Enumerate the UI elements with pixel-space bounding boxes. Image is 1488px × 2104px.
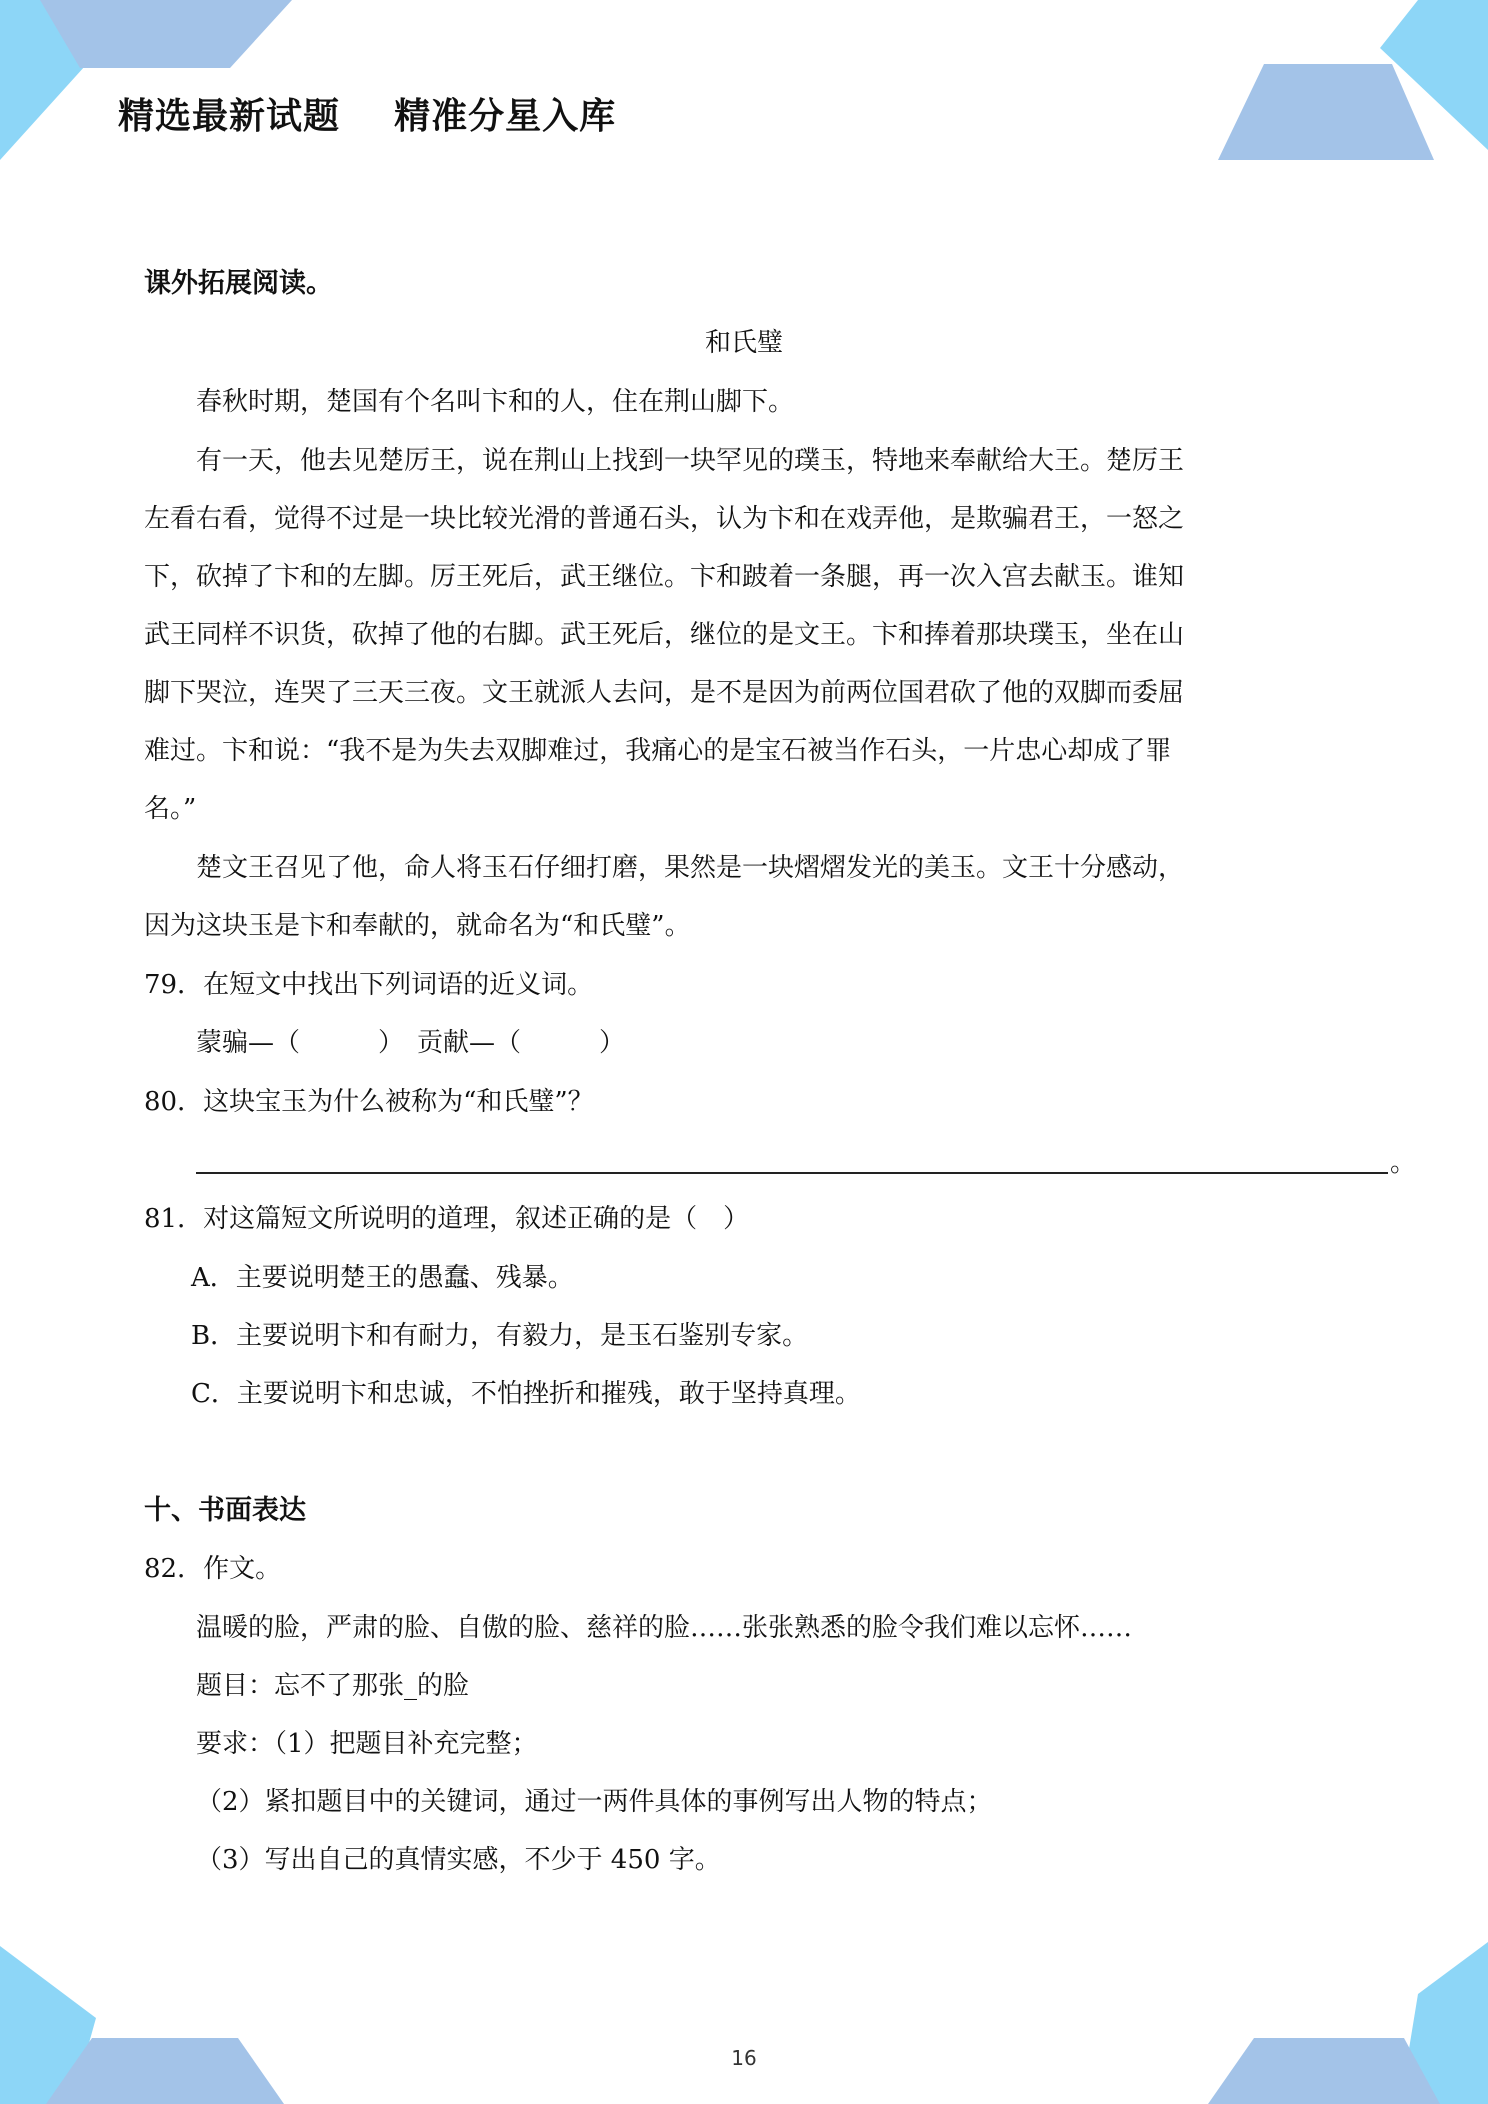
question-79-blanks: 蒙骗—（ ） 贡献—（ ）	[196, 1028, 626, 1058]
passage-line: 武王同样不识货，砍掉了他的右脚。武王死后，继位的是文王。卞和捧着那块璞玉，坐在山	[144, 620, 1185, 650]
top-left-decoration	[0, 0, 300, 170]
option-b: B．主要说明卞和有耐力，有毅力，是玉石鉴别专家。	[191, 1321, 809, 1351]
passage-line: 楚文王召见了他，命人将玉石仔细打磨，果然是一块熠熠发光的美玉。文王十分感动，	[196, 853, 1185, 883]
writing-requirement: 要求：（1）把题目补充完整；	[196, 1729, 538, 1759]
passage-line: 有一天，他去见楚厉王，说在荆山上找到一块罕见的璞玉，特地来奉献给大王。楚厉王	[196, 446, 1185, 476]
answer-line-end: 。	[1390, 1148, 1417, 1178]
passage-line: 下，砍掉了卞和的左脚。厉王死后，武王继位。卞和跛着一条腿，再一次入宫去献玉。谁知	[144, 562, 1185, 592]
writing-section-title: 十、书面表达	[144, 1495, 306, 1526]
question-80: 80．这块宝玉为什么被称为“和氏璧”？	[144, 1087, 594, 1117]
question-82: 82．作文。	[144, 1554, 282, 1584]
bottom-right-decoration	[1168, 1934, 1488, 2104]
top-right-decoration	[1168, 0, 1488, 170]
page-number: 16	[731, 2046, 757, 2070]
writing-topic: 题目：忘不了那张_的脸	[196, 1671, 470, 1701]
bottom-left-decoration	[0, 1934, 320, 2104]
passage-line: 因为这块玉是卞和奉献的，就命名为“和氏璧”。	[144, 911, 691, 941]
passage-line: 左看右看，觉得不过是一块比较光滑的普通石头，认为卞和在戏弄他，是欺骗君王，一怒之	[144, 504, 1185, 534]
question-79: 79．在短文中找出下列词语的近义词。	[144, 970, 594, 1000]
passage-title: 和氏璧	[704, 328, 783, 358]
option-a: A．主要说明楚王的愚蠢、残暴。	[191, 1263, 574, 1293]
header-title: 精选最新试题 精准分星入库	[118, 96, 617, 137]
writing-requirement: （3）写出自己的真情实感，不少于 450 字。	[196, 1845, 721, 1875]
answer-blank-line	[196, 1172, 1388, 1174]
option-c: C．主要说明卞和忠诚，不怕挫折和摧残，敢于坚持真理。	[191, 1379, 861, 1409]
passage-line: 春秋时期，楚国有个名叫卞和的人，住在荆山脚下。	[196, 387, 795, 417]
writing-requirement: （2）紧扣题目中的关键词，通过一两件具体的事例写出人物的特点；	[196, 1787, 993, 1817]
passage-line: 难过。卞和说：“我不是为失去双脚难过，我痛心的是宝石被当作石头，一片忠心却成了罪	[144, 736, 1172, 766]
reading-section-title: 课外拓展阅读。	[144, 268, 333, 299]
writing-prompt: 温暖的脸，严肃的脸、自傲的脸、慈祥的脸……张张熟悉的脸令我们难以忘怀……	[196, 1613, 1133, 1643]
passage-line: 名。”	[144, 794, 197, 824]
passage-line: 脚下哭泣，连哭了三天三夜。文王就派人去问，是不是因为前两位国君砍了他的双脚而委屈	[144, 678, 1185, 708]
question-81: 81．对这篇短文所说明的道理，叙述正确的是（ ）	[144, 1204, 750, 1234]
